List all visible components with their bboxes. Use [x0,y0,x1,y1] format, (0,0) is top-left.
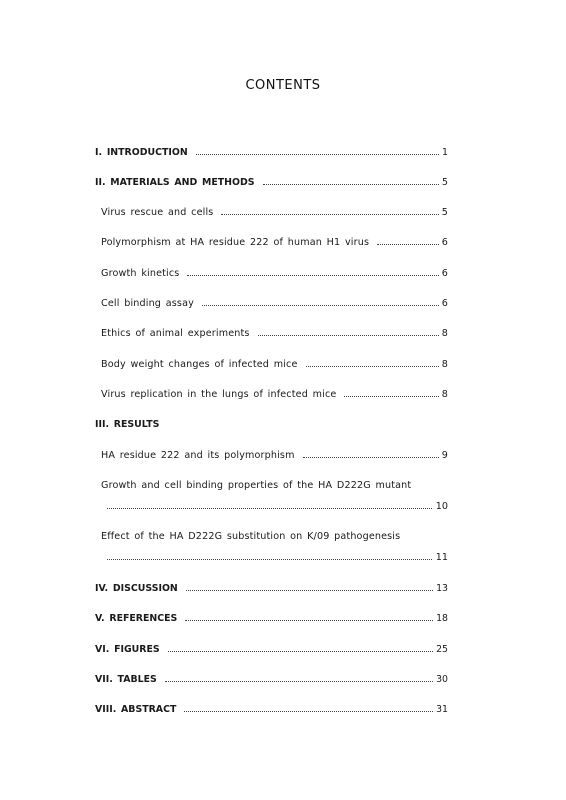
toc-entry-label: Cell binding assay [101,298,194,309]
toc-page-number: 11 [435,552,448,563]
dot-leader [168,651,433,652]
toc-page-number: 8 [441,328,448,339]
toc-entry-label: Effect of the HA D222G substitution on K/09 pathogenesis [101,531,401,542]
dot-leader [258,335,439,336]
toc-entry-label: Body weight changes of infected mice [101,359,298,370]
toc-entry-label: IV. DISCUSSION [95,583,178,594]
toc-entry-figures [95,644,448,656]
toc-page-number: 5 [441,207,448,218]
dot-leader [184,711,433,712]
toc-entry-results [95,419,448,431]
dot-leader [107,559,432,560]
toc-entry-references [95,613,448,625]
toc-page-number: 9 [441,450,448,461]
toc-entry-label: HA residue 222 and its polymorphism [101,450,295,461]
toc-entry-label: Growth and cell binding properties of the HA D222G mutant [101,480,412,491]
toc-page-number: 5 [442,177,448,188]
toc-entry-label: VIII. ABSTRACT [95,704,177,715]
toc-entry-label: Polymorphism at HA residue 222 of human H1 virus [101,237,370,248]
toc-entry-discussion [95,583,448,595]
toc-entry-virus-rescue [101,207,448,219]
toc-page-number: 6 [441,237,448,248]
dot-leader [185,620,433,621]
toc-page-number: 13 [436,583,448,594]
toc-entry-d222g-effect [107,552,448,564]
toc-page-number: 31 [436,704,448,715]
toc-entry-tables [95,674,448,686]
toc-entry-label: III. RESULTS [95,419,160,430]
toc-entry-growth-kinetics [101,268,448,280]
toc-entry-introduction [95,147,448,159]
toc-entry-label: Ethics of animal experiments [101,328,250,339]
toc-page-number: 8 [441,359,448,370]
dot-leader [263,184,439,185]
toc-entry-label: II. MATERIALS AND METHODS [95,177,255,188]
toc-entry-body-weight [101,359,448,371]
toc-page-number: 10 [435,501,448,512]
toc-entry-label: VII. TABLES [95,674,157,685]
dot-leader [196,154,439,155]
toc-page-number: 6 [441,268,448,279]
toc-entry-label: I. INTRODUCTION [95,147,188,158]
toc-page-number: 1 [442,147,448,158]
toc-entry-label: V. REFERENCES [95,613,178,624]
dot-leader [107,508,432,509]
toc-entry-polymorphism [101,237,448,249]
dot-leader [165,681,433,682]
dot-leader [344,396,438,397]
toc-page-number: 25 [436,644,448,655]
page-title: CONTENTS [245,78,321,93]
dot-leader [187,275,438,276]
toc-entry-virus-replication [101,389,448,401]
toc-entry-label: Virus rescue and cells [101,207,214,218]
toc-entry-materials-methods [95,177,448,189]
dot-leader [202,305,439,306]
toc-page-number: 8 [441,389,448,400]
toc-entry-cell-binding-assay [101,298,448,310]
toc-page-number: 30 [436,674,448,685]
dot-leader [306,366,439,367]
toc-entry-label: VI. FIGURES [95,644,160,655]
dot-leader [221,214,438,215]
toc-entry-abstract [95,704,448,716]
toc-entry-label: Virus replication in the lungs of infected mice [101,389,337,400]
toc-entry-ha-residue [101,450,448,462]
dot-leader [303,457,439,458]
toc-entry-growth-cell-binding [107,501,448,513]
toc-entry-ethics [101,328,448,340]
toc-page-number: 18 [436,613,448,624]
toc-page-number: 6 [441,298,448,309]
dot-leader [377,244,439,245]
dot-leader [186,590,433,591]
toc-entry-label: Growth kinetics [101,268,180,279]
